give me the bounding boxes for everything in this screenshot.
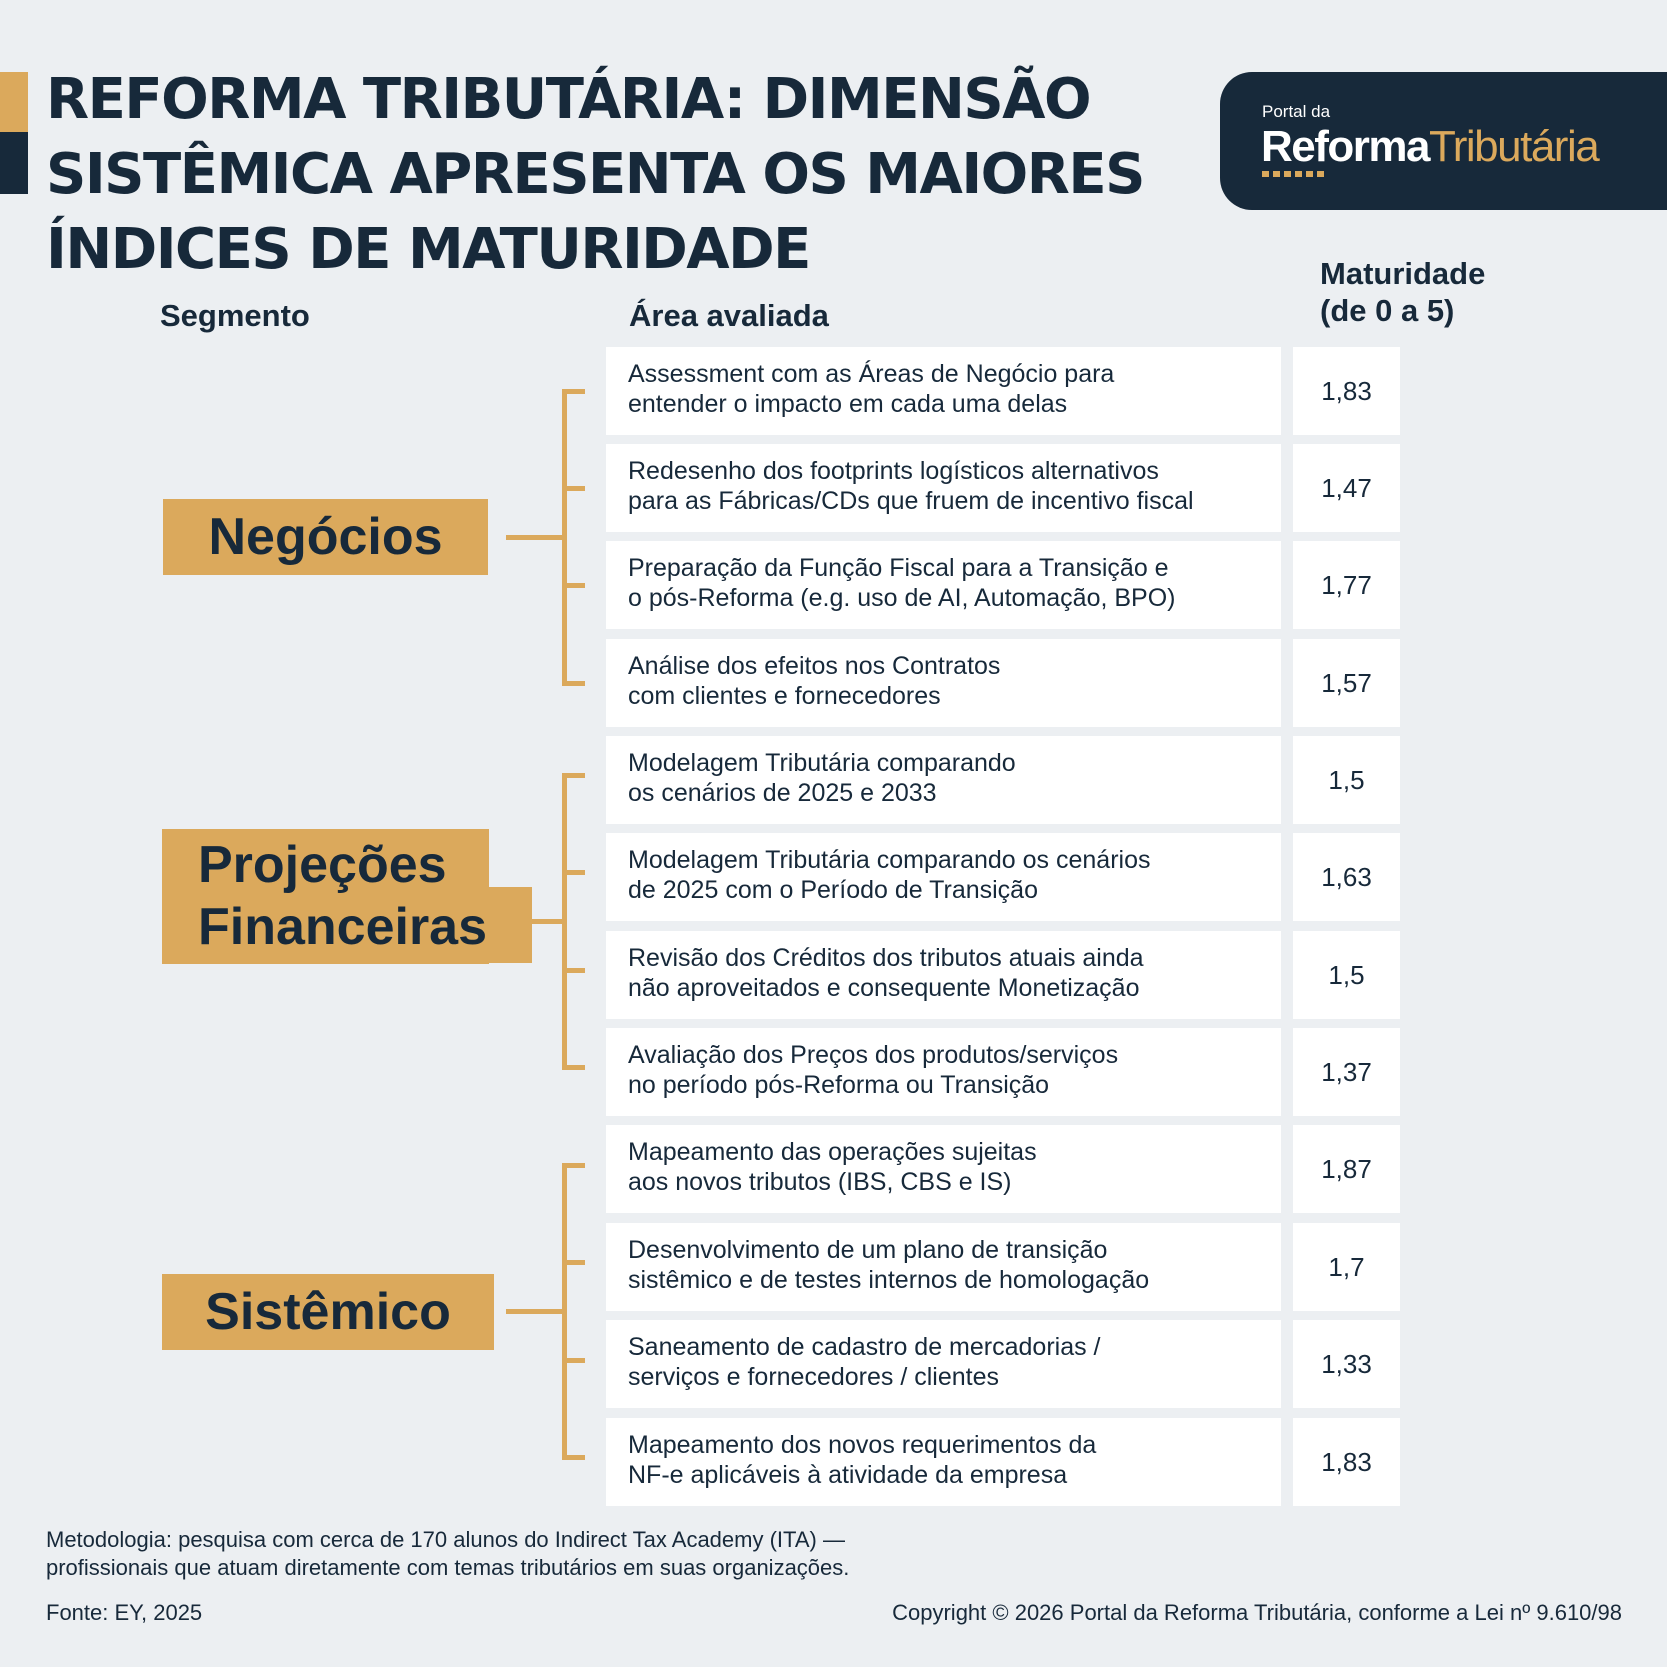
area-line-2: NF-e aplicáveis à atividade da empresa (628, 1461, 1068, 1489)
copyright-note: Copyright © 2026 Portal da Reforma Tributária, conforme a Lei nº 9.610/98 (892, 1600, 1622, 1625)
area-line-2: não aproveitados e consequente Monetização (628, 974, 1140, 1002)
area-line-2: com clientes e fornecedores (628, 682, 941, 710)
score-cell: 1,57 (1293, 639, 1400, 727)
segment-sistemico: Sistêmico (162, 1274, 494, 1350)
area-cell (606, 736, 1281, 824)
area-line-1: Assessment com as Áreas de Negócio para (628, 360, 1115, 388)
area-line-2: sistêmico e de testes internos de homologação (628, 1266, 1150, 1294)
header-maturidade (1320, 255, 1485, 329)
area-cell (606, 541, 1281, 629)
area-line-2: no período pós-Reforma ou Transição (628, 1071, 1050, 1099)
area-line-1: Avaliação dos Preços dos produtos/serviços (628, 1041, 1119, 1069)
area-line-2: entender o impacto em cada uma delas (628, 390, 1068, 418)
score-cell: 1,5 (1293, 736, 1400, 824)
score-cell: 1,83 (1293, 1418, 1400, 1506)
area-line-2: o pós-Reforma (e.g. uso de AI, Automação, BPO) (628, 584, 1176, 612)
area-cell (606, 833, 1281, 921)
page-title-line-3: ÍNDICES DE MATURIDADE (46, 217, 810, 282)
score-cell: 1,7 (1293, 1223, 1400, 1311)
methodology-note (46, 1526, 849, 1582)
score-cell: 1,83 (1293, 347, 1400, 435)
logo-small-text: Portal da (1262, 102, 1331, 121)
area-line-1: Desenvolvimento de um plano de transição (628, 1236, 1108, 1264)
area-line-2: de 2025 com o Período de Transição (628, 876, 1038, 904)
area-line-2: para as Fábricas/CDs que fruem de incentivo fiscal (628, 487, 1194, 515)
score-cell: 1,33 (1293, 1320, 1400, 1408)
segment-projecoes-line-2: Financeiras (198, 898, 488, 956)
area-line-1: Preparação da Função Fiscal para a Transição e (628, 554, 1169, 582)
title-accent-bar-navy (0, 132, 28, 194)
header-maturidade-line-2: (de 0 a 5) (1320, 293, 1455, 328)
area-line-1: Saneamento de cadastro de mercadorias / (628, 1333, 1101, 1361)
score-cell: 1,87 (1293, 1125, 1400, 1213)
page-title (46, 62, 1206, 287)
segment-projecoes-financeiras (198, 834, 538, 958)
area-cell (606, 1223, 1281, 1311)
score-cell: 1,5 (1293, 931, 1400, 1019)
area-cell (606, 1125, 1281, 1213)
page-title-line-1: REFORMA TRIBUTÁRIA: DIMENSÃO (46, 67, 1091, 132)
area-cell (606, 444, 1281, 532)
area-cell (606, 931, 1281, 1019)
area-line-1: Modelagem Tributária comparando os cenários (628, 846, 1151, 874)
header-area-avaliada: Área avaliada (629, 298, 829, 333)
area-line-1: Modelagem Tributária comparando (628, 749, 1016, 777)
header-segmento: Segmento (160, 298, 310, 333)
source-note: Fonte: EY, 2025 (46, 1600, 203, 1625)
logo-word-tributaria: Tributária (1429, 122, 1599, 171)
area-line-1: Mapeamento dos novos requerimentos da (628, 1431, 1097, 1459)
logo-wordmark (1261, 122, 1598, 172)
segment-negocios: Negócios (163, 499, 488, 575)
area-line-1: Revisão dos Créditos dos tributos atuais ainda (628, 944, 1144, 972)
score-cell: 1,47 (1293, 444, 1400, 532)
area-cell (606, 1028, 1281, 1116)
logo-word-reforma: Reforma (1261, 122, 1429, 171)
page-title-line-2: SISTÊMICA APRESENTA OS MAIORES (46, 142, 1144, 207)
header-maturidade-line-1: Maturidade (1320, 256, 1486, 291)
score-cell: 1,63 (1293, 833, 1400, 921)
portal-logo (1220, 72, 1667, 210)
area-line-1: Redesenho dos footprints logísticos alternativos (628, 457, 1159, 485)
logo-dots-decoration (1262, 171, 1326, 177)
score-cell: 1,77 (1293, 541, 1400, 629)
segment-projecoes-line-1: Projeções (198, 836, 447, 894)
title-accent-bar-gold (0, 72, 28, 132)
area-cell (606, 1320, 1281, 1408)
area-line-1: Análise dos efeitos nos Contratos (628, 652, 1001, 680)
area-line-2: os cenários de 2025 e 2033 (628, 779, 937, 807)
area-cell (606, 1418, 1281, 1506)
methodology-line-2: profissionais que atuam diretamente com temas tributários em suas organizações. (46, 1555, 850, 1580)
area-line-2: serviços e fornecedores / clientes (628, 1363, 1000, 1391)
score-cell: 1,37 (1293, 1028, 1400, 1116)
methodology-line-1: Metodologia: pesquisa com cerca de 170 alunos do Indirect Tax Academy (ITA) — (46, 1527, 845, 1552)
area-cell (606, 347, 1281, 435)
area-line-1: Mapeamento das operações sujeitas (628, 1138, 1037, 1166)
area-line-2: aos novos tributos (IBS, CBS e IS) (628, 1168, 1012, 1196)
area-cell (606, 639, 1281, 727)
